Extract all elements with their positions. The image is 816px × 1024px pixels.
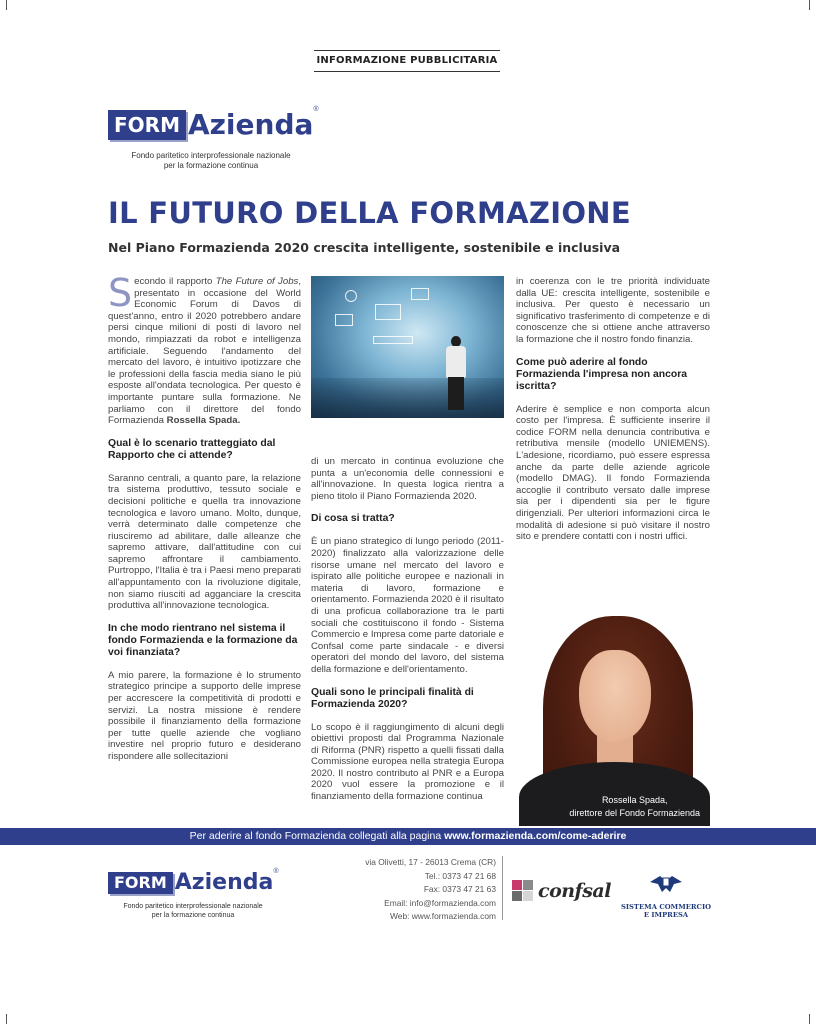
answer-paragraph: Saranno centrali, a quanto pare, la relazione tra sistema produttivo, tessuto sociale e decisioni politiche e quella tra innovazione tecnologica e lavoro umano. Molto, dunque, verrà determinato dalle competenze che riusciremo ad abilitare, dalle alleanze che sapremo attivare, dall'attitudine con cui sapremo affrontare il cambiamento. Purtroppo, l'Italia è tra i Paesi meno preparati all'appuntamento con la rivoluzione digitale, non siamo riusciti ad agganciare la crescita produttiva all'innovazione tecnologica. [108, 472, 301, 612]
portrait-caption [569, 794, 700, 820]
crop-mark [809, 0, 810, 10]
caption-name: Rossella Spada, [601, 795, 668, 805]
question-heading: In che modo rientrano nel sistema il fondo Formazienda e la formazione da voi finanziata? [108, 622, 298, 658]
logo-azienda-text: Azienda [187, 108, 314, 141]
join-fund-link[interactable]: www.formazienda.com/come-aderire [444, 830, 627, 842]
phone-text: Tel.: 0373 47 21 68 [424, 870, 496, 881]
crop-mark [6, 1014, 7, 1024]
sce-name: SISTEMA COMMERCIO E IMPRESA [620, 903, 712, 919]
crop-mark [809, 1014, 810, 1024]
sistema-commercio-logo [620, 872, 712, 919]
confsal-wordmark: confsal [538, 880, 611, 902]
logo-tagline: Fondo paritetico interprofessionale nazionale per la formazione continua [131, 151, 291, 170]
registered-mark: ® [313, 106, 319, 113]
director-portrait [519, 612, 710, 826]
eagle-emblem-icon [646, 872, 686, 896]
connection-line-icon [373, 336, 413, 344]
confsal-mark-icon [512, 880, 534, 902]
footer-logo-tagline: Fondo paritetico interprofessionale nazionale per la formazione continua [123, 903, 263, 919]
lightbulb-icon [345, 290, 357, 302]
question-heading: Come può aderire al fondo Formazienda l'impresa non ancora iscritta? [516, 356, 688, 392]
crop-mark [6, 0, 7, 10]
intro-paragraph: Secondo il rapporto The Future of Jobs, presentato in occasione del World Economic Forum di Davos di quest'anno, entro il 2020 potrebbero andare persi cinque milioni di posti di lavoro nel mondo, rimpiazzati da robot e intelligenza artificiale. Seguendo l'andamento del mercato del lavoro, è intuitivo ipotizzare che le professioni della fascia media siano le più esposte all'ondata tecnologica. Per questo è importante puntare sulla formazione. Ne parliamo con il direttore del fondo Formazienda Rossella Spada. [108, 271, 301, 427]
interviewee-name: Rossella Spada. [166, 415, 241, 427]
email-link[interactable]: Email: info@formazienda.com [384, 897, 496, 908]
article-subtitle: Nel Piano Formazienda 2020 crescita intelligente, sostenibile e inclusiva [108, 240, 621, 255]
question-heading: Qual è lo scenario tratteggiato dal Rapporto che ci attende? [108, 437, 276, 461]
answer-paragraph: A mio parere, la formazione è lo strumento strategico principe a supporto delle imprese per accrescere la competitività di prodotti e servizi. La nostra missione è rendere possibile il finanziamento della formazione per tutte quelle aziende che vogliano investire nel proprio futuro e desiderano rispondere alle sollecitazioni [108, 669, 301, 762]
confsal-logo [512, 880, 611, 902]
article-column-2 [311, 456, 504, 814]
address-text: via Olivetti, 17 - 26013 Crema (CR) [365, 857, 496, 867]
logo-azienda-text: Azienda [174, 870, 274, 895]
logo-form-text: FORM [108, 110, 186, 140]
formazienda-logo [108, 106, 319, 144]
businessman-figure [445, 336, 467, 410]
question-heading: Quali sono le principali finalità di Formazienda 2020? [311, 686, 474, 710]
article-column-3 [516, 276, 710, 554]
logo-form-text: FORM [108, 872, 173, 894]
screen-icon [375, 304, 401, 320]
body-paragraph: in coerenza con le tre priorità individuate dalla UE: crescita intelligente, sostenibile e inclusiva. Per questo è necessario un significativo trasferimento di competenze e di conoscenze che si ottiene anche attraverso la formazione che il nostro fondo finanzia. [516, 276, 710, 345]
fax-text: Fax: 0373 47 21 63 [423, 884, 496, 894]
contact-info [350, 856, 496, 924]
cloud-icon [411, 288, 429, 300]
article-title: IL FUTURO DELLA FORMAZIONE [108, 196, 631, 230]
article-column-1 [108, 271, 301, 774]
digital-future-photo [311, 276, 504, 418]
answer-paragraph: È un piano strategico di lungo periodo (2011-2020) finalizzato alla valorizzazione delle risorse umane nel mercato del lavoro e ispirato alle politiche europee e nazionali in materia di lavoro, formazione e orientamento. Formazienda 2020 è il risultato di una proficua collaborazione tra le parti sociali che costituiscono il fondo - Sistema Commercio e Impresa come parte datoriale e Confsal come parte sindacale - e diversi operatori del mondo del lavoro, del sistema della formazione e dell'orientamento. [311, 536, 504, 675]
join-fund-bar [0, 828, 816, 845]
report-title: The Future of Jobs [215, 276, 299, 287]
footer-divider [502, 856, 503, 920]
website-link[interactable]: Web: www.formazienda.com [390, 911, 496, 921]
caption-role: direttore del Fondo Formazienda [569, 808, 700, 818]
answer-paragraph: Aderire è semplice e non comporta alcun costo per l'impresa. È sufficiente inserire il codice FORM nella denuncia contributiva e retributiva mensile (modello UNIEMENS). L'adesione, ricordiamo, può essere espressa anche da parte delle aziende agricole (modello DMAG). Il fondo Formazienda accoglie il contributo versato dalle imprese sia per i dipendenti sia per le figure dirigenziali. Per ulteriori informazioni circa le modalità di adesione si può visitare il nostro sito e prendere contatti con i nostri uffici. [516, 403, 710, 543]
drop-cap: S [108, 271, 133, 315]
answer-paragraph: Lo scopo è il raggiungimento di alcuni degli obiettivi proposti dal Programma Nazionale di Riforma (PNR) rispetto a quelli fissati dalla Commissione europea nella strategia Europa 2020. Il nostro contributo al PNR e a Europa 2020 vuol essere la promozione e il finanziamento della formazione continua [311, 721, 504, 803]
advertising-banner: INFORMAZIONE PUBBLICITARIA [314, 50, 500, 72]
registered-mark: ® [273, 868, 279, 875]
body-paragraph: di un mercato in continua evoluzione che punta a un'economia delle connessioni e all'innovazione. In questa logica rientra a pieno titolo il Piano Formazienda 2020. [311, 456, 504, 502]
join-fund-text: Per aderire al fondo Formazienda collegati alla pagina [189, 830, 445, 842]
formazienda-footer-logo [108, 868, 279, 898]
laptop-icon [335, 314, 353, 326]
question-heading: Di cosa si tratta? [311, 513, 395, 525]
